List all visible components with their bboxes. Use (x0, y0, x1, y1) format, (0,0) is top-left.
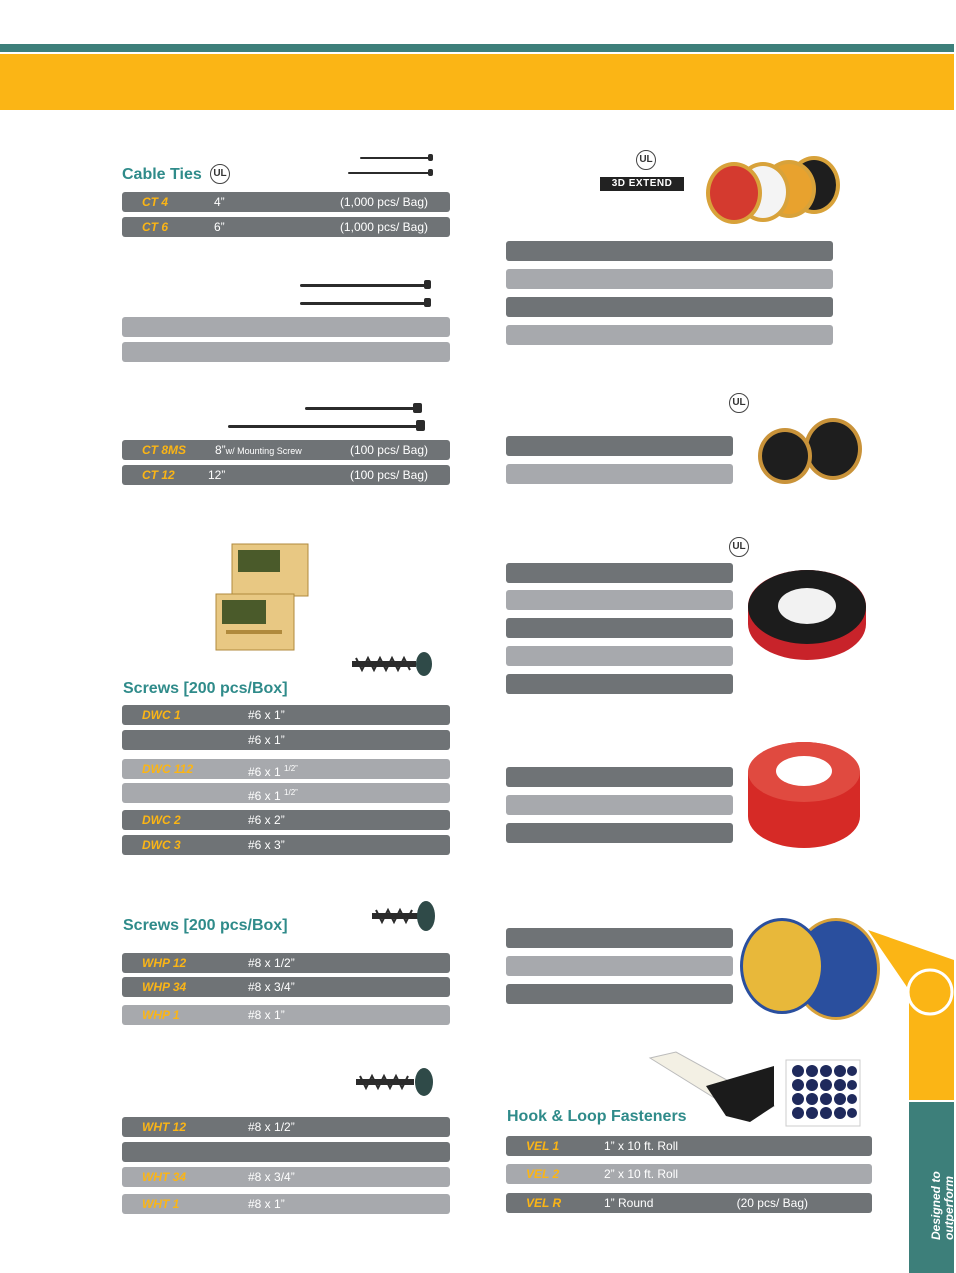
edge-chevron-decoration (868, 930, 954, 1100)
cable-tie-head-icon (416, 420, 425, 431)
screw-icon (348, 650, 434, 678)
product-size: #8 x 3/4” (248, 980, 295, 994)
screws-dwc-title: Screws [200 pcs/Box] (123, 680, 288, 697)
table-row (122, 835, 450, 855)
size-fraction: 1/2” (284, 764, 298, 773)
table-row (122, 953, 450, 973)
table-row (122, 465, 450, 485)
product-size: 2” x 10 ft. Roll (604, 1167, 679, 1181)
product-size (248, 759, 298, 782)
product-code: CT 4 (142, 195, 169, 209)
table-row (506, 1193, 872, 1213)
product-size (248, 783, 298, 806)
product-size: #8 x 1” (248, 1008, 285, 1022)
product-code: DWC 112 (142, 762, 194, 776)
table-row (506, 1164, 872, 1184)
table-row (506, 297, 833, 317)
product-size: #6 x 2” (248, 813, 285, 827)
table-row (506, 325, 833, 345)
table-row (122, 810, 450, 830)
cable-tie-head-icon (428, 169, 433, 176)
size-value: #6 x 1 (248, 765, 281, 779)
table-row (122, 759, 450, 779)
ul-mark-icon: UL (729, 393, 749, 413)
product-size: #8 x 1/2” (248, 956, 295, 970)
product-size: 1” Round (604, 1196, 654, 1210)
table-row (506, 436, 733, 456)
product-code: WHT 12 (142, 1120, 187, 1134)
tape-roll-core (778, 588, 836, 624)
tape-roll-image (706, 162, 762, 224)
product-size: #6 x 1” (248, 733, 285, 747)
table-row (506, 823, 733, 843)
tape-roll-image (758, 428, 812, 484)
product-code: WHP 1 (142, 1008, 180, 1022)
hook-loop-title: Hook & Loop Fasteners (507, 1108, 687, 1125)
screw-box-image (212, 536, 312, 660)
ul-mark-icon: UL (210, 164, 230, 184)
product-code: WHP 34 (142, 980, 187, 994)
cable-tie-head-icon (424, 280, 431, 289)
header-rule (0, 44, 954, 52)
header-banner (0, 54, 954, 110)
product-pack: (1,000 pcs/ Bag) (339, 195, 428, 209)
ul-mark-icon: UL (636, 150, 656, 170)
table-row (122, 217, 450, 237)
product-size: #6 x 1” (248, 708, 285, 722)
table-row (506, 590, 733, 610)
cable-tie-icon (348, 172, 430, 174)
table-row (506, 563, 733, 583)
size-value: 8” (215, 443, 226, 457)
table-row (122, 440, 450, 460)
table-row (122, 317, 450, 337)
side-tab-label (930, 1171, 956, 1240)
table-row (506, 767, 733, 787)
product-code: VEL 1 (526, 1139, 560, 1153)
product-size: #8 x 3/4” (248, 1170, 295, 1184)
table-row (506, 464, 733, 484)
product-size (215, 440, 302, 461)
table-row (122, 1194, 450, 1214)
table-row (122, 1167, 450, 1187)
table-row (122, 977, 450, 997)
table-row (122, 1005, 450, 1025)
product-pack: (1,000 pcs/ Bag) (339, 220, 428, 234)
table-row (122, 1117, 450, 1137)
table-row (506, 1136, 872, 1156)
product-code: CT 12 (142, 468, 175, 482)
size-fraction: 1/2” (284, 788, 298, 797)
product-size: 4” (214, 195, 225, 209)
side-tab-line2: outperform (942, 1176, 956, 1240)
product-code: VEL 2 (526, 1167, 560, 1181)
product-size: #6 x 3” (248, 838, 285, 852)
cable-tie-head-icon (424, 298, 431, 307)
cable-tie-icon (360, 157, 430, 159)
table-row (506, 646, 733, 666)
product-size: #8 x 1/2” (248, 1120, 295, 1134)
product-code: VEL R (526, 1196, 562, 1210)
cable-tie-icon (305, 407, 415, 410)
product-pack: (20 pcs/ Bag) (736, 1196, 808, 1210)
table-row (506, 674, 733, 694)
size-value: #6 x 1 (248, 789, 281, 803)
table-row (506, 928, 733, 948)
table-row (506, 241, 833, 261)
ul-mark-icon: UL (729, 537, 749, 557)
table-row (122, 342, 450, 362)
cable-tie-icon (300, 284, 426, 287)
product-code: DWC 2 (142, 813, 181, 827)
screw-icon (368, 898, 438, 934)
product-code: DWC 1 (142, 708, 181, 722)
tape-roll-image (804, 418, 862, 480)
product-code: WHP 12 (142, 956, 187, 970)
tape-roll-core (776, 756, 832, 786)
brand-logo: 3D EXTEND (600, 177, 684, 191)
product-size: 12” (208, 468, 226, 482)
table-row (122, 192, 450, 212)
product-size: #8 x 1” (248, 1197, 285, 1211)
table-row (506, 269, 833, 289)
product-code: CT 6 (142, 220, 169, 234)
side-tab-line1: Designed to (929, 1171, 943, 1240)
table-row (122, 730, 450, 750)
product-pack: (100 pcs/ Bag) (349, 468, 428, 482)
table-row (506, 984, 733, 1004)
cable-ties-title: Cable Ties (122, 166, 202, 183)
screws-whp-title: Screws [200 pcs/Box] (123, 917, 288, 934)
table-row (122, 1142, 450, 1162)
product-code: WHT 34 (142, 1170, 187, 1184)
product-size: 1” x 10 ft. Roll (604, 1139, 679, 1153)
tape-roll-image (740, 918, 824, 1014)
product-code: CT 8MS (142, 443, 187, 457)
product-code: WHT 1 (142, 1197, 180, 1211)
product-size: 6” (214, 220, 225, 234)
cable-tie-icon (228, 425, 418, 428)
cable-tie-head-icon (428, 154, 433, 161)
product-pack: (100 pcs/ Bag) (349, 443, 428, 457)
product-code: DWC 3 (142, 838, 181, 852)
table-row (506, 956, 733, 976)
table-row (122, 783, 450, 803)
screw-icon (352, 1066, 436, 1098)
table-row (122, 705, 450, 725)
table-row (506, 795, 733, 815)
cable-tie-head-icon (413, 403, 422, 413)
cable-tie-icon (300, 302, 426, 305)
size-note: w/ Mounting Screw (225, 446, 302, 456)
table-row (506, 618, 733, 638)
hook-loop-dots-image (786, 1060, 860, 1126)
